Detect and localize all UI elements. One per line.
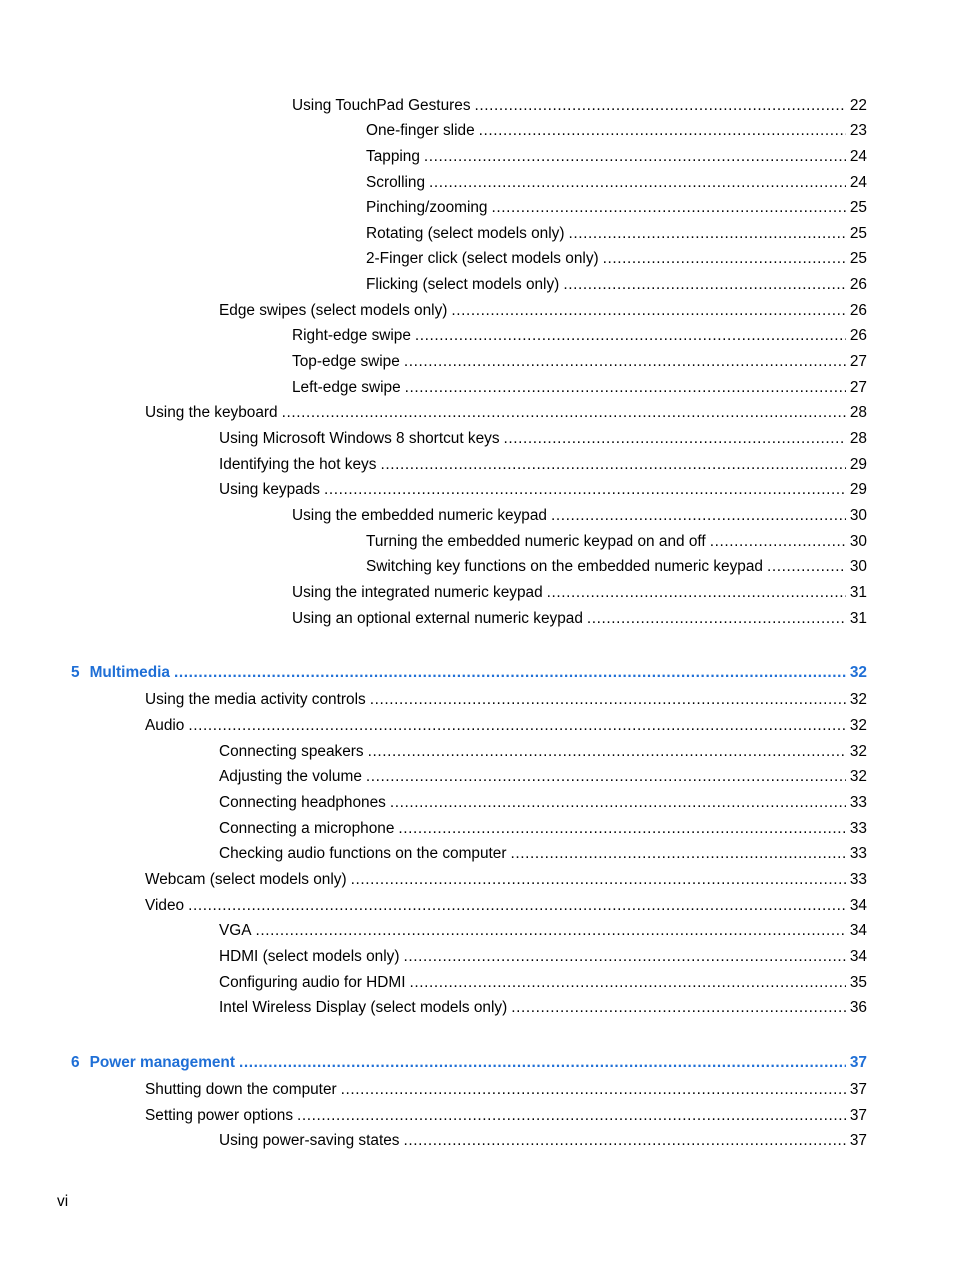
toc-entry-page: 25: [849, 250, 867, 267]
toc-entry-page: 26: [849, 276, 867, 293]
toc-entry-title: Left-edge swipe: [292, 377, 405, 399]
toc-entry-page: 34: [849, 897, 867, 914]
toc-entry-page: 36: [849, 999, 867, 1016]
toc-entry[interactable]: [145, 1105, 867, 1127]
toc-entry[interactable]: [219, 741, 867, 763]
toc-entry-title: Adjusting the volume: [219, 766, 366, 788]
toc-entry-page: 29: [849, 481, 867, 498]
toc-entry-title: Right-edge swipe: [292, 325, 415, 347]
toc-entry-page: 22: [849, 97, 867, 114]
toc-entry-title: Checking audio functions on the computer: [219, 843, 510, 865]
toc-entry[interactable]: [219, 792, 867, 814]
toc-entry-title: Shutting down the computer: [145, 1079, 341, 1101]
toc-entry[interactable]: [292, 95, 867, 117]
toc-entry[interactable]: [366, 223, 867, 245]
toc-entry[interactable]: [219, 997, 867, 1019]
toc-entry-title: Connecting speakers: [219, 741, 368, 763]
toc-entry[interactable]: [366, 146, 867, 168]
dot-leader: [174, 662, 846, 684]
toc-entry[interactable]: [292, 608, 867, 630]
toc-entry-page: 30: [849, 558, 867, 575]
toc-entry[interactable]: [219, 946, 867, 968]
toc-entry[interactable]: [219, 818, 867, 840]
toc-entry-page: 33: [849, 794, 867, 811]
toc-entry-page: 32: [849, 768, 867, 785]
toc-entry[interactable]: [366, 556, 867, 578]
toc-entry-page: 33: [849, 845, 867, 862]
toc-entry-title: HDMI (select models only): [219, 946, 403, 968]
dot-leader: [710, 531, 846, 553]
toc-entry[interactable]: [366, 172, 867, 194]
dot-leader: [479, 120, 846, 142]
dot-leader: [239, 1052, 846, 1074]
dot-leader: [366, 766, 846, 788]
toc-entry-page: 34: [849, 948, 867, 965]
toc-entry[interactable]: [292, 582, 867, 604]
toc-entry-page: 27: [849, 379, 867, 396]
toc-entry-page: 25: [849, 225, 867, 242]
toc-entry[interactable]: [219, 454, 867, 476]
dot-leader: [429, 172, 846, 194]
toc-entry-title: Using the keyboard: [145, 402, 282, 424]
toc-entry[interactable]: [366, 531, 867, 553]
dot-leader: [405, 377, 846, 399]
toc-entry-title: Video: [145, 895, 188, 917]
toc-entry[interactable]: [366, 248, 867, 270]
toc-chapter-entry[interactable]: [71, 1052, 867, 1074]
toc-entry-page: 32: [849, 691, 867, 708]
toc-entry[interactable]: [145, 689, 867, 711]
toc-entry-title: Using Microsoft Windows 8 shortcut keys: [219, 428, 504, 450]
toc-entry-title: One-finger slide: [366, 120, 479, 142]
toc-entry-page: 33: [849, 820, 867, 837]
page-number: vi: [57, 1193, 69, 1210]
dot-leader: [188, 895, 846, 917]
dot-leader: [475, 95, 846, 117]
toc-entry-page: 37: [849, 1054, 867, 1071]
dot-leader: [282, 402, 846, 424]
dot-leader: [380, 454, 845, 476]
toc-entry[interactable]: [145, 715, 867, 737]
toc-entry-title: Turning the embedded numeric keypad on and off: [366, 531, 710, 553]
toc-entry-page: 32: [849, 717, 867, 734]
dot-leader: [188, 715, 846, 737]
dot-leader: [563, 274, 846, 296]
toc-entry-title: Using an optional external numeric keypad: [292, 608, 587, 630]
toc-entry-title: Identifying the hot keys: [219, 454, 380, 476]
toc-entry-page: 34: [849, 922, 867, 939]
toc-entry-title: Flicking (select models only): [366, 274, 563, 296]
dot-leader: [351, 869, 846, 891]
dot-leader: [504, 428, 846, 450]
chapter-number: 5: [71, 664, 80, 681]
dot-leader: [409, 972, 845, 994]
dot-leader: [451, 300, 845, 322]
toc-entry-page: 24: [849, 148, 867, 165]
toc-entry-title: Using the integrated numeric keypad: [292, 582, 547, 604]
toc-entry-page: 25: [849, 199, 867, 216]
chapter-number: 6: [71, 1054, 80, 1071]
dot-leader: [404, 1130, 846, 1152]
dot-leader: [492, 197, 846, 219]
dot-leader: [603, 248, 846, 270]
toc-entry-page: 26: [849, 327, 867, 344]
toc-entry-page: 31: [849, 584, 867, 601]
toc-entry-title: Pinching/zooming: [366, 197, 492, 219]
toc-entry-title: [71, 1052, 239, 1074]
toc-entry[interactable]: [292, 325, 867, 347]
toc-entry-page: 28: [849, 430, 867, 447]
toc-entry[interactable]: [292, 377, 867, 399]
toc-entry-page: 37: [849, 1132, 867, 1149]
toc-entry-page: 30: [849, 533, 867, 550]
toc-entry-title: Using TouchPad Gestures: [292, 95, 475, 117]
toc-entry-title: Using keypads: [219, 479, 324, 501]
toc-entry-title: Intel Wireless Display (select models only): [219, 997, 511, 1019]
toc-entry-page: 27: [849, 353, 867, 370]
toc-entry-page: 31: [849, 610, 867, 627]
toc-entry[interactable]: [292, 351, 867, 373]
toc-entry-page: 33: [849, 871, 867, 888]
toc-entry[interactable]: [219, 428, 867, 450]
toc-entry-title: Rotating (select models only): [366, 223, 568, 245]
toc-entry-title: Using power-saving states: [219, 1130, 404, 1152]
toc-entry-title: Tapping: [366, 146, 424, 168]
toc-chapter-entry[interactable]: [71, 662, 867, 684]
dot-leader: [415, 325, 846, 347]
dot-leader: [368, 741, 846, 763]
toc-entry-title: Using the media activity controls: [145, 689, 370, 711]
toc-entry-title: Audio: [145, 715, 188, 737]
toc-entry-title: Using the embedded numeric keypad: [292, 505, 551, 527]
toc-entry[interactable]: [145, 1079, 867, 1101]
toc-entry-page: 37: [849, 1081, 867, 1098]
toc-entry-page: 23: [849, 122, 867, 139]
dot-leader: [767, 556, 846, 578]
toc-entry-page: 30: [849, 507, 867, 524]
toc-entry-title: Connecting a microphone: [219, 818, 398, 840]
dot-leader: [510, 843, 845, 865]
toc-entry-title: Webcam (select models only): [145, 869, 351, 891]
toc-entry[interactable]: [145, 895, 867, 917]
toc-entry-title: Connecting headphones: [219, 792, 390, 814]
toc-entry-title: [71, 662, 174, 684]
toc-entry-title: Switching key functions on the embedded numeric keypad: [366, 556, 767, 578]
toc-entry[interactable]: [145, 402, 867, 424]
toc-entry-page: 35: [849, 974, 867, 991]
toc-entry[interactable]: [292, 505, 867, 527]
toc-entry[interactable]: [366, 274, 867, 296]
dot-leader: [551, 505, 846, 527]
toc-entry-title: Setting power options: [145, 1105, 297, 1127]
toc-entry-page: 37: [849, 1107, 867, 1124]
dot-leader: [398, 818, 845, 840]
toc-entry[interactable]: [219, 479, 867, 501]
dot-leader: [404, 351, 846, 373]
toc-entry[interactable]: [219, 920, 867, 942]
dot-leader: [256, 920, 846, 942]
toc-entry[interactable]: [219, 766, 867, 788]
dot-leader: [511, 997, 846, 1019]
toc-entry-page: 24: [849, 174, 867, 191]
dot-leader: [324, 479, 846, 501]
dot-leader: [587, 608, 846, 630]
toc-entry[interactable]: [366, 197, 867, 219]
toc-entry[interactable]: [219, 843, 867, 865]
toc-entry-page: 28: [849, 404, 867, 421]
dot-leader: [547, 582, 846, 604]
toc-entry[interactable]: [366, 120, 867, 142]
toc-entry-title: Configuring audio for HDMI: [219, 972, 409, 994]
dot-leader: [568, 223, 845, 245]
toc-entry-page: 32: [849, 664, 867, 681]
toc-entry[interactable]: [219, 300, 867, 322]
dot-leader: [390, 792, 846, 814]
toc-entry-title: Top-edge swipe: [292, 351, 404, 373]
dot-leader: [341, 1079, 846, 1101]
toc-entry[interactable]: [219, 972, 867, 994]
dot-leader: [424, 146, 846, 168]
toc-entry-title: VGA: [219, 920, 256, 942]
toc-entry[interactable]: [219, 1130, 867, 1152]
toc-entry-page: 32: [849, 743, 867, 760]
toc-entry-title: Edge swipes (select models only): [219, 300, 451, 322]
chapter-title: Power management: [89, 1054, 235, 1071]
toc-entry[interactable]: [145, 869, 867, 891]
toc-entry-page: 29: [849, 456, 867, 473]
chapter-title: Multimedia: [89, 664, 170, 681]
toc-entry-title: 2-Finger click (select models only): [366, 248, 603, 270]
dot-leader: [370, 689, 846, 711]
dot-leader: [297, 1105, 846, 1127]
dot-leader: [403, 946, 845, 968]
toc-entry-page: 26: [849, 302, 867, 319]
toc-entry-title: Scrolling: [366, 172, 429, 194]
